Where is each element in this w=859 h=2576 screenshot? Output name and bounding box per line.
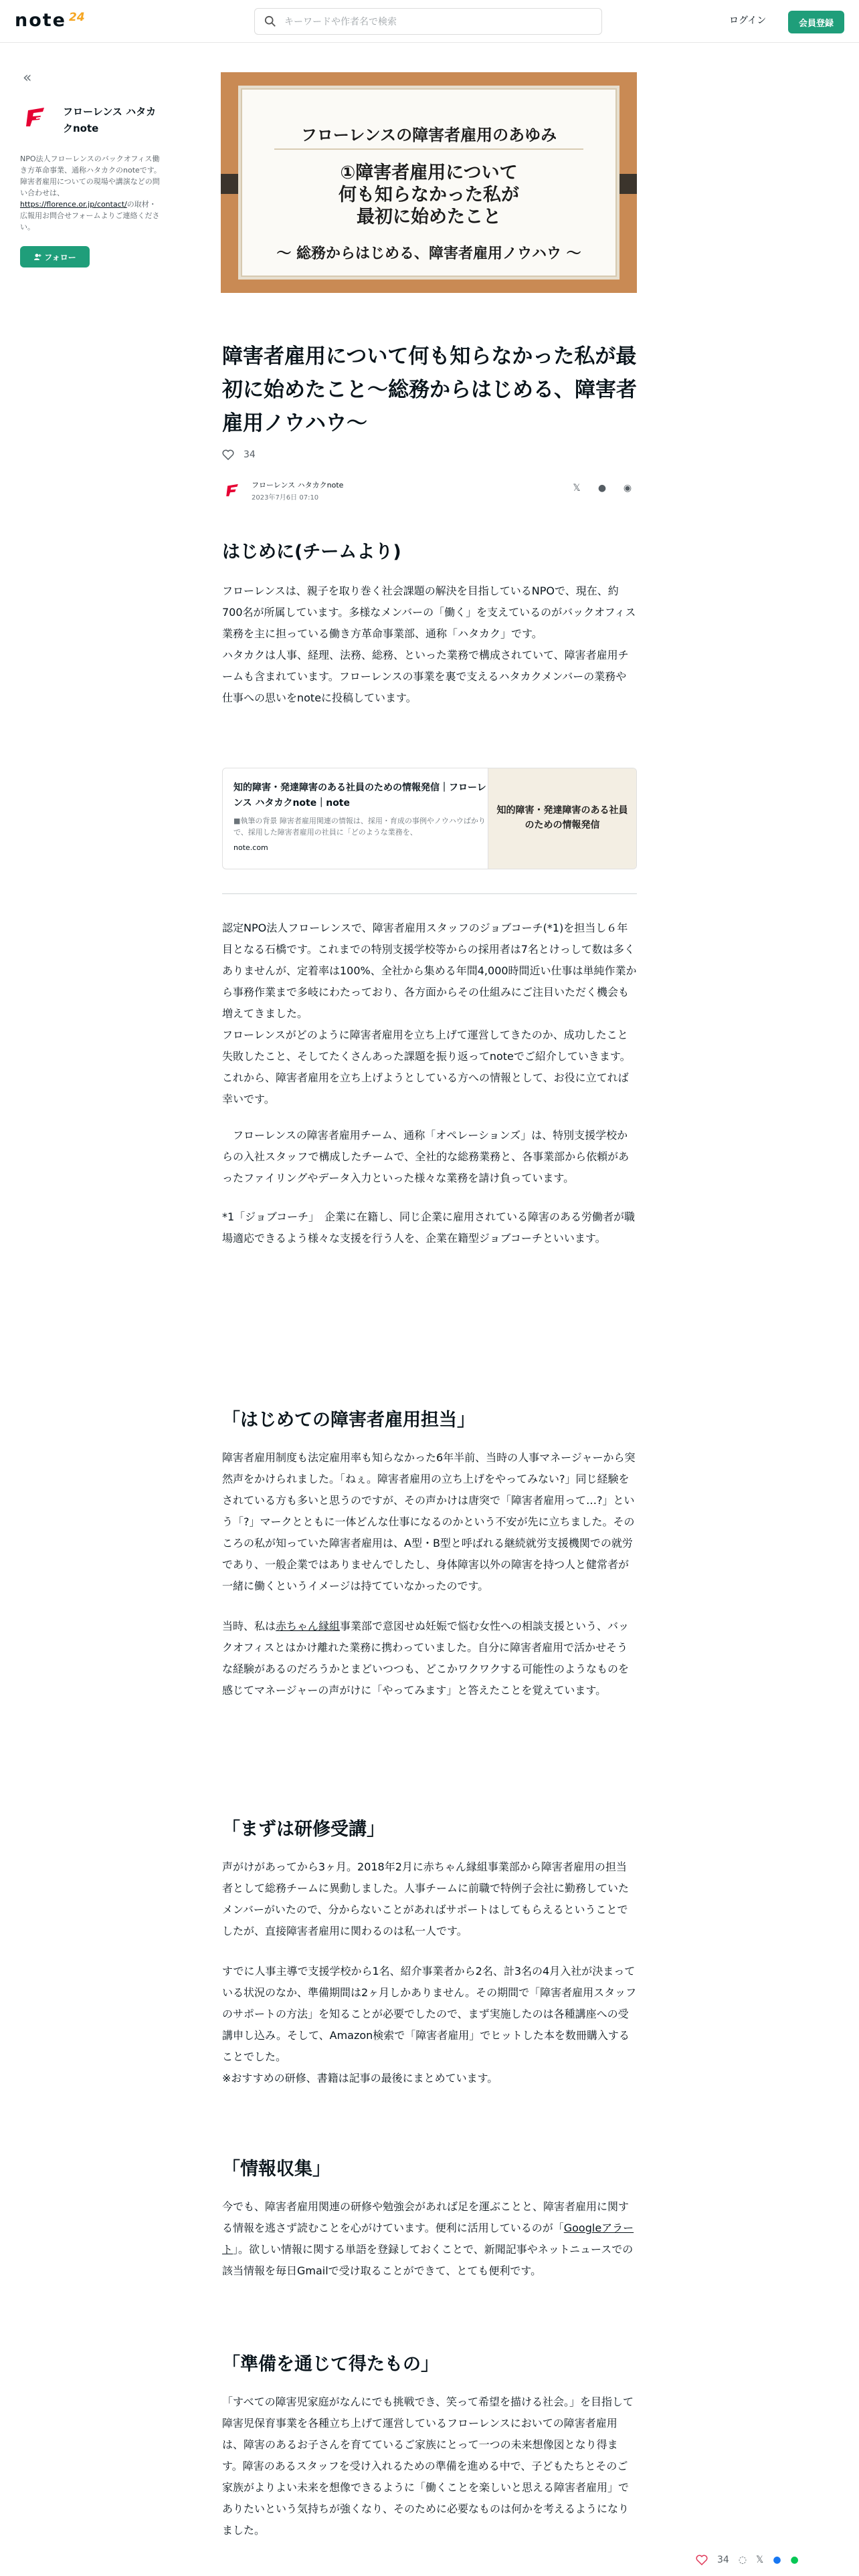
comment-icon[interactable]: ◌ [738, 2555, 747, 2565]
link-embed-card[interactable] [222, 768, 637, 869]
google-alert-link[interactable]: Googleアラート [222, 2222, 634, 2256]
paragraph: 障害者雇用制度も法定雇用率も知らなかった6年半前、当時の人事マネージャーから突然声をかけられました。「ねぇ。障害者雇用の立ち上げをやってみない?」同じ経験をされている方も多いと思うのですが、その声かけは唐突で「障害者雇用って…?」という「?」マークとともに一体どんな仕事になるのかという不安が先に立ちました。そのころの私が知っていた障害者雇用は、A型・B型と呼ばれる継続就労支援機関での就労であり、一般企業ではありませんでしたし、身体障害以外の障害を持つ人と健常者が一緒に働くというイメージは持てていなかったのです。 [222, 1451, 636, 1592]
body-section [222, 918, 637, 1249]
creator-avatar[interactable] [20, 101, 52, 133]
embed-thumbnail [488, 768, 636, 869]
hero-main-title: ①障害者雇用について 何も知らなかった私が 最初に始めたこと [339, 163, 519, 227]
follow-label: フォロー [44, 252, 76, 262]
follow-button[interactable] [20, 246, 90, 267]
note-logo[interactable] [15, 7, 85, 33]
share-icons [570, 483, 634, 494]
embed-thumbnail-text: 知的障害・発達障害のある社員のための情報発信 [496, 805, 628, 831]
author-avatar[interactable] [222, 479, 244, 501]
paragraph [222, 1616, 637, 1701]
facebook-share-icon[interactable]: ● [773, 2555, 781, 2565]
info-section [222, 2156, 637, 2282]
creator-name[interactable]: フローレンス ハタカクnote [63, 106, 157, 134]
paragraph: ※おすすめの研修、書籍は記事の最後にまとめています。 [222, 2072, 498, 2084]
paragraph: フローレンスの障害者雇用チーム、通称「オペレーションズ」は、特別支援学校からの入社スタッフで構成したチームで、全社的な総務業務と、各事業部から依頼があったファイリングやデータ入力といった様々な業務を請け負っています。 [222, 1129, 630, 1184]
hero-card [238, 86, 619, 280]
article-title: 障害者雇用について何も知らなかった私が最初に始めたこと〜総務からはじめる、障害者雇用ノウハウ〜 [222, 344, 637, 435]
paragraph: フローレンスは、親子を取り巻く社会課題の解決を目指しているNPOで、現在、約700名が所属しています。多様なメンバーの「働く」を支えているのがバックオフィス業務を主に担っている働き方革命事業部、通称「ハタカク」です。 [222, 584, 636, 640]
embed-title: 知的障害・発達障害のある社員のための情報発信｜フローレンス ハタカクnote｜note [233, 782, 486, 809]
paragraph-text: 今でも、障害者雇用関連の研修や勉強会があれば足を運ぶことと、障害者雇用に関する情報を逃さず読むことを心がけています。便利に活用しているのが「 [222, 2200, 630, 2234]
florence-logo-icon [224, 481, 242, 499]
logo-badge: 24 [69, 11, 85, 24]
creator-description-text: NPO法人フローレンスのバックオフィス働き方革命事業、通称ハタカクのnoteです。 障害者雇用についての現場や講演などの問い合わせは、 [20, 154, 164, 197]
author-name[interactable]: フローレンス ハタカクnote [252, 480, 344, 490]
paragraph [222, 2196, 637, 2282]
facebook-share-icon[interactable]: ● [597, 483, 607, 494]
top-header [0, 0, 859, 43]
footnote: *1「ジョブコーチ」 企業に在籍し、同じ企業に雇用されている障害のある労働者が職場適応できるよう様々な支援を行う人を、企業在籍型ジョブコーチといいます。 [222, 1210, 636, 1245]
author-meta [252, 479, 343, 502]
heart-icon[interactable] [696, 2555, 708, 2565]
signup-button[interactable]: 会員登録 [788, 11, 844, 33]
login-link[interactable]: ログイン [729, 15, 767, 26]
like-row [222, 449, 637, 460]
article-header [222, 340, 637, 503]
line-share-icon[interactable]: ◉ [623, 483, 632, 494]
section-heading: 「まずは研修受講」 [222, 1819, 385, 1840]
creator-sidebar [20, 70, 162, 267]
paragraph: 「すべての障害児家庭がなんにでも挑戦でき、笑って希望を描ける社会。」を目指して障害児保育事業を各種立ち上げて運営しているフローレンスにおいての障害者雇用は、障害のあるお子さんを育てているご家族にとって一つの未来想像図となり得ます。障害のあるスタッフを受け入れるための準備を進める中で、子どもたちとそのご家族がよりよい未来を想像できるように「働くことを楽しいと思える障害者雇用」でありたいという気持ちが強くなり、そのために必要なものは何かを考えるようになりました。 [222, 2395, 634, 2537]
logo-text: note [15, 9, 66, 31]
paragraph: すでに人事主導で支援学校から1名、紹介事業者から2名、計3名の4月入社が決まっている状況のなか、準備期間は2ヶ月しかありません。その期間で「障害者雇用スタッフのサポートの方法」を知ることが必要でしたので、まず実施したのは各種講座への受講申し込み。そして、Amazon検索で「障害者雇用」でヒットした本を数冊購入することでした。 [222, 1965, 637, 2063]
search-input[interactable] [284, 16, 579, 27]
creator-profile[interactable] [20, 101, 162, 137]
line-share-icon[interactable]: ● [790, 2555, 799, 2565]
author-row [222, 477, 637, 503]
embed-description: ■執筆の背景 障害者雇用関連の情報は、採用・育成の事例やノウハウばかりで、採用した障害者雇用の社員に「どのような業務を、 [233, 817, 486, 837]
bottom-like-count[interactable]: 34 [717, 2555, 729, 2565]
paragraph-text: 」。欲しい情報に関する単語を登録しておくことで、新聞記事やネットニュースでの該当情報を毎日Gmailで受け取ることができて、とても便利です。 [222, 2243, 634, 2277]
embed-domain: note.com [233, 843, 268, 852]
add-user-icon [33, 253, 41, 261]
paragraph: 声がけがあってから3ヶ月。2018年2月に赤ちゃん縁組事業部から障害者雇用の担当者として総務チームに異動しました。人事チームに前職で特例子会社に勤務していたメンバーがいたので、分からないことがあればサポートはしてもらえるということでしたが、直接障害者雇用に関わるのは私一人です。 [222, 1860, 630, 1937]
publish-date: 2023年7月6日 07:10 [252, 494, 319, 502]
creator-description [20, 153, 162, 233]
heart-icon[interactable] [222, 449, 234, 460]
collapse-icon[interactable]: « [23, 70, 32, 86]
hero-divider [274, 148, 583, 150]
akachan-engumi-link[interactable]: 赤ちゃん縁組 [276, 1620, 341, 1632]
intro-section [222, 539, 637, 709]
contact-link[interactable]: https://florence.or.jp/contact/ [20, 200, 127, 209]
section-heading: はじめに(チームより) [222, 542, 401, 562]
paragraph: ハタカクは人事、経理、法務、総務、といった業務で構成されていて、障害者雇用チームも含まれています。フローレンスの事業を裏で支えるハタカクメンバーの業務や仕事への思いをnoteに投稿しています。 [222, 649, 629, 704]
section-heading: 「情報収集」 [222, 2159, 330, 2179]
paragraph: フローレンスがどのように障害者雇用を立ち上げて運営してきたのか、成功したこと失敗したこと、そしてたくさんあった課題を振り返ってnoteでご紹介していきます。 [222, 1029, 631, 1063]
paragraph: 認定NPO法人フローレンスで、障害者雇用スタッフのジョブコーチ(*1)を担当し６年目となる石橋です。これまでの特別支援学校等からの採用者は7名とけっして数は多くありませんが、定着率は100%、全社から集める年間4,000時間近い仕事は単純作業から事務作業まで多岐にわたっており、各方面からその仕組みにご注目いただく機会も増えてきました。 [222, 922, 637, 1020]
section-heading: 「準備を通じて得たもの」 [222, 2354, 439, 2375]
florence-logo-icon [23, 104, 50, 130]
hero-image [221, 72, 637, 293]
divider [222, 893, 637, 894]
training-section [222, 1816, 637, 2089]
hero-subtitle: 〜 総務からはじめる、障害者雇用ノウハウ 〜 [276, 245, 581, 262]
x-share-icon[interactable]: 𝕏 [756, 2555, 764, 2565]
embed-text [233, 780, 488, 852]
paragraph: これから、障害者雇用を立ち上げようとしている方への情報として、お役に立てれば幸いです。 [222, 1071, 629, 1105]
paragraph-text: 当時、私は [222, 1620, 276, 1632]
first-section [222, 1407, 637, 1701]
search-icon [264, 15, 276, 27]
search-box[interactable] [254, 8, 602, 35]
x-share-icon[interactable]: 𝕏 [573, 483, 581, 494]
creator-description-tail: の取材・広報用お問合せフォームよりご連絡ください。 [20, 200, 160, 231]
paragraph-text: 事業部で意図せぬ妊娠で悩む女性への相談支援という、バックオフィスとはかけ離れた業務に携わっていました。自分に障害者雇用で活かせそうな経験があるのだろうかとまどいつつも、どこかワクワクする可能性のようなものを感じてマネージャーの声がけに「やってみます」と答えたことを覚えています。 [222, 1620, 630, 1697]
hero-series-title: フローレンスの障害者雇用のあゆみ [300, 126, 557, 144]
like-count[interactable]: 34 [244, 449, 256, 460]
section-heading: 「はじめての障害者雇用担当」 [222, 1410, 475, 1430]
bottom-action-bar [696, 2549, 859, 2571]
gain-section [222, 2351, 637, 2541]
